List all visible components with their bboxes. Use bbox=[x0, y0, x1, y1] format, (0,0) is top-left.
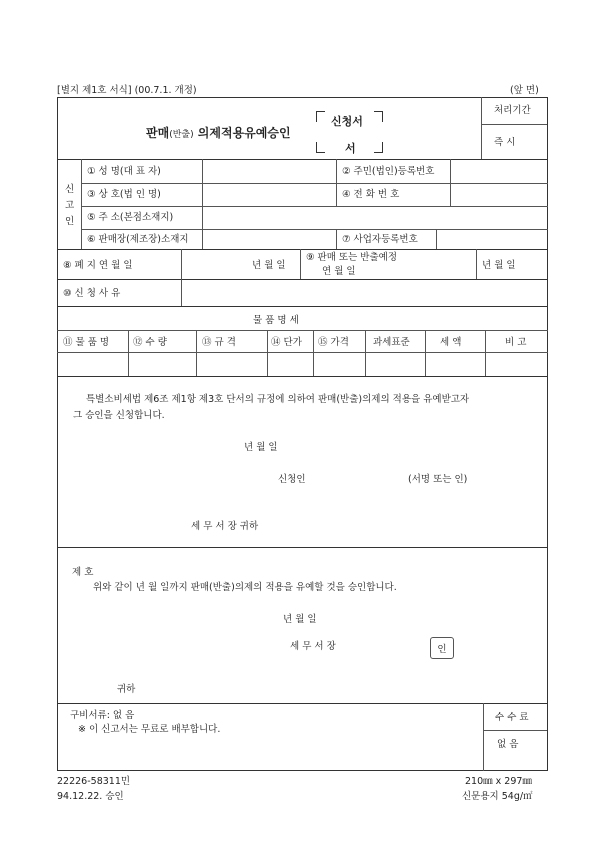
approval-office: 세 무 서 장 bbox=[290, 641, 336, 652]
col-quantity: ⑫ 수 량 bbox=[133, 337, 167, 348]
application-date: 년 월 일 bbox=[244, 442, 278, 453]
biz-reg-no-label: ⑦ 사업자등록번호 bbox=[342, 234, 418, 245]
approval-date: 년 월 일 bbox=[283, 614, 317, 625]
trade-name-label: ③ 상 호(법 인 명) bbox=[87, 189, 161, 200]
approval-number: 제 호 bbox=[72, 567, 94, 578]
sign-label: (서명 또는 인) bbox=[408, 474, 468, 485]
col-unit-price: ⑭ 단가 bbox=[271, 337, 302, 348]
paper-size: 210㎜ x 297㎜ bbox=[465, 776, 532, 787]
statement-line-1: 특별소비세법 제6조 제1항 제3호 단서의 규정에 의하여 판매(반출)의제의 적용을 유예받고자 bbox=[86, 394, 470, 405]
approval-stamp-date: 94.12.22. 승인 bbox=[57, 791, 124, 802]
planned-date-value: 년 월 일 bbox=[482, 260, 516, 271]
form-code: 22226-58311민 bbox=[57, 776, 131, 787]
col-tax-amount: 세 액 bbox=[440, 337, 462, 348]
bracket-bottom-left bbox=[316, 142, 325, 153]
paper-type: 신문용지 54g/㎡ bbox=[462, 791, 533, 802]
bracket-bottom-right bbox=[374, 142, 383, 153]
applicant-group-3: 인 bbox=[65, 216, 75, 227]
resident-no-label: ② 주민(법인)등록번호 bbox=[342, 166, 435, 177]
recipient-label: 세 무 서 장 귀하 bbox=[191, 521, 259, 532]
approval-text: 위와 같이 년 월 일까지 판매(반출)의제의 적용을 유예할 것을 승인합니다. bbox=[93, 582, 397, 593]
col-item-name: ⑪ 물 품 명 bbox=[63, 337, 110, 348]
form-title: 판매(반출) 의제적용유예승인 bbox=[146, 126, 291, 140]
applicant-label: 신청인 bbox=[278, 474, 306, 485]
statement-line-2: 그 승인을 신청합니다. bbox=[73, 410, 165, 421]
col-spec: ⑬ 규 격 bbox=[202, 337, 236, 348]
planned-date-label-2: 연 월 일 bbox=[322, 266, 356, 277]
seal-box: 인 bbox=[430, 637, 454, 659]
goods-section-title: 물 품 명 세 bbox=[253, 315, 299, 326]
col-tax-base: 과세표준 bbox=[373, 337, 410, 348]
bracket-top-right bbox=[374, 111, 383, 122]
applicant-group-1: 신 bbox=[65, 184, 75, 195]
store-location-label: ⑥ 판매장(제조장)소재지 bbox=[87, 234, 189, 245]
title-option-report: 서 bbox=[345, 142, 356, 155]
address-label: ⑤ 주 소(본점소재지) bbox=[87, 212, 174, 223]
closure-date-value: 년 월 일 bbox=[252, 260, 286, 271]
bracket-top-left bbox=[316, 111, 325, 122]
fee-value: 없 음 bbox=[497, 739, 519, 750]
title-option-application: 신청서 bbox=[331, 115, 363, 128]
phone-label: ④ 전 화 번 호 bbox=[342, 189, 400, 200]
processing-label: 처리기간 bbox=[494, 105, 531, 116]
processing-value: 즉 시 bbox=[494, 137, 516, 148]
closure-date-label: ⑧ 폐 지 연 월 일 bbox=[63, 260, 133, 271]
applicant-group-2: 고 bbox=[65, 200, 75, 211]
free-note: ※ 이 신고서는 무료로 배부합니다. bbox=[78, 724, 221, 735]
fee-label: 수 수 료 bbox=[495, 712, 529, 723]
col-remarks: 비 고 bbox=[505, 337, 527, 348]
form-id: [별지 제1호 서식] (00.7.1. 개정) bbox=[57, 85, 197, 96]
required-docs: 구비서류: 없 음 bbox=[70, 710, 135, 721]
reason-label: ⑩ 신 청 사 유 bbox=[63, 288, 121, 299]
approval-to: 귀하 bbox=[117, 684, 136, 695]
name-label: ① 성 명(대 표 자) bbox=[87, 166, 161, 177]
col-price: ⑮ 가격 bbox=[318, 337, 349, 348]
planned-date-label-1: ⑨ 판매 또는 반출예정 bbox=[306, 252, 397, 263]
page-side: (앞 면) bbox=[510, 85, 539, 96]
